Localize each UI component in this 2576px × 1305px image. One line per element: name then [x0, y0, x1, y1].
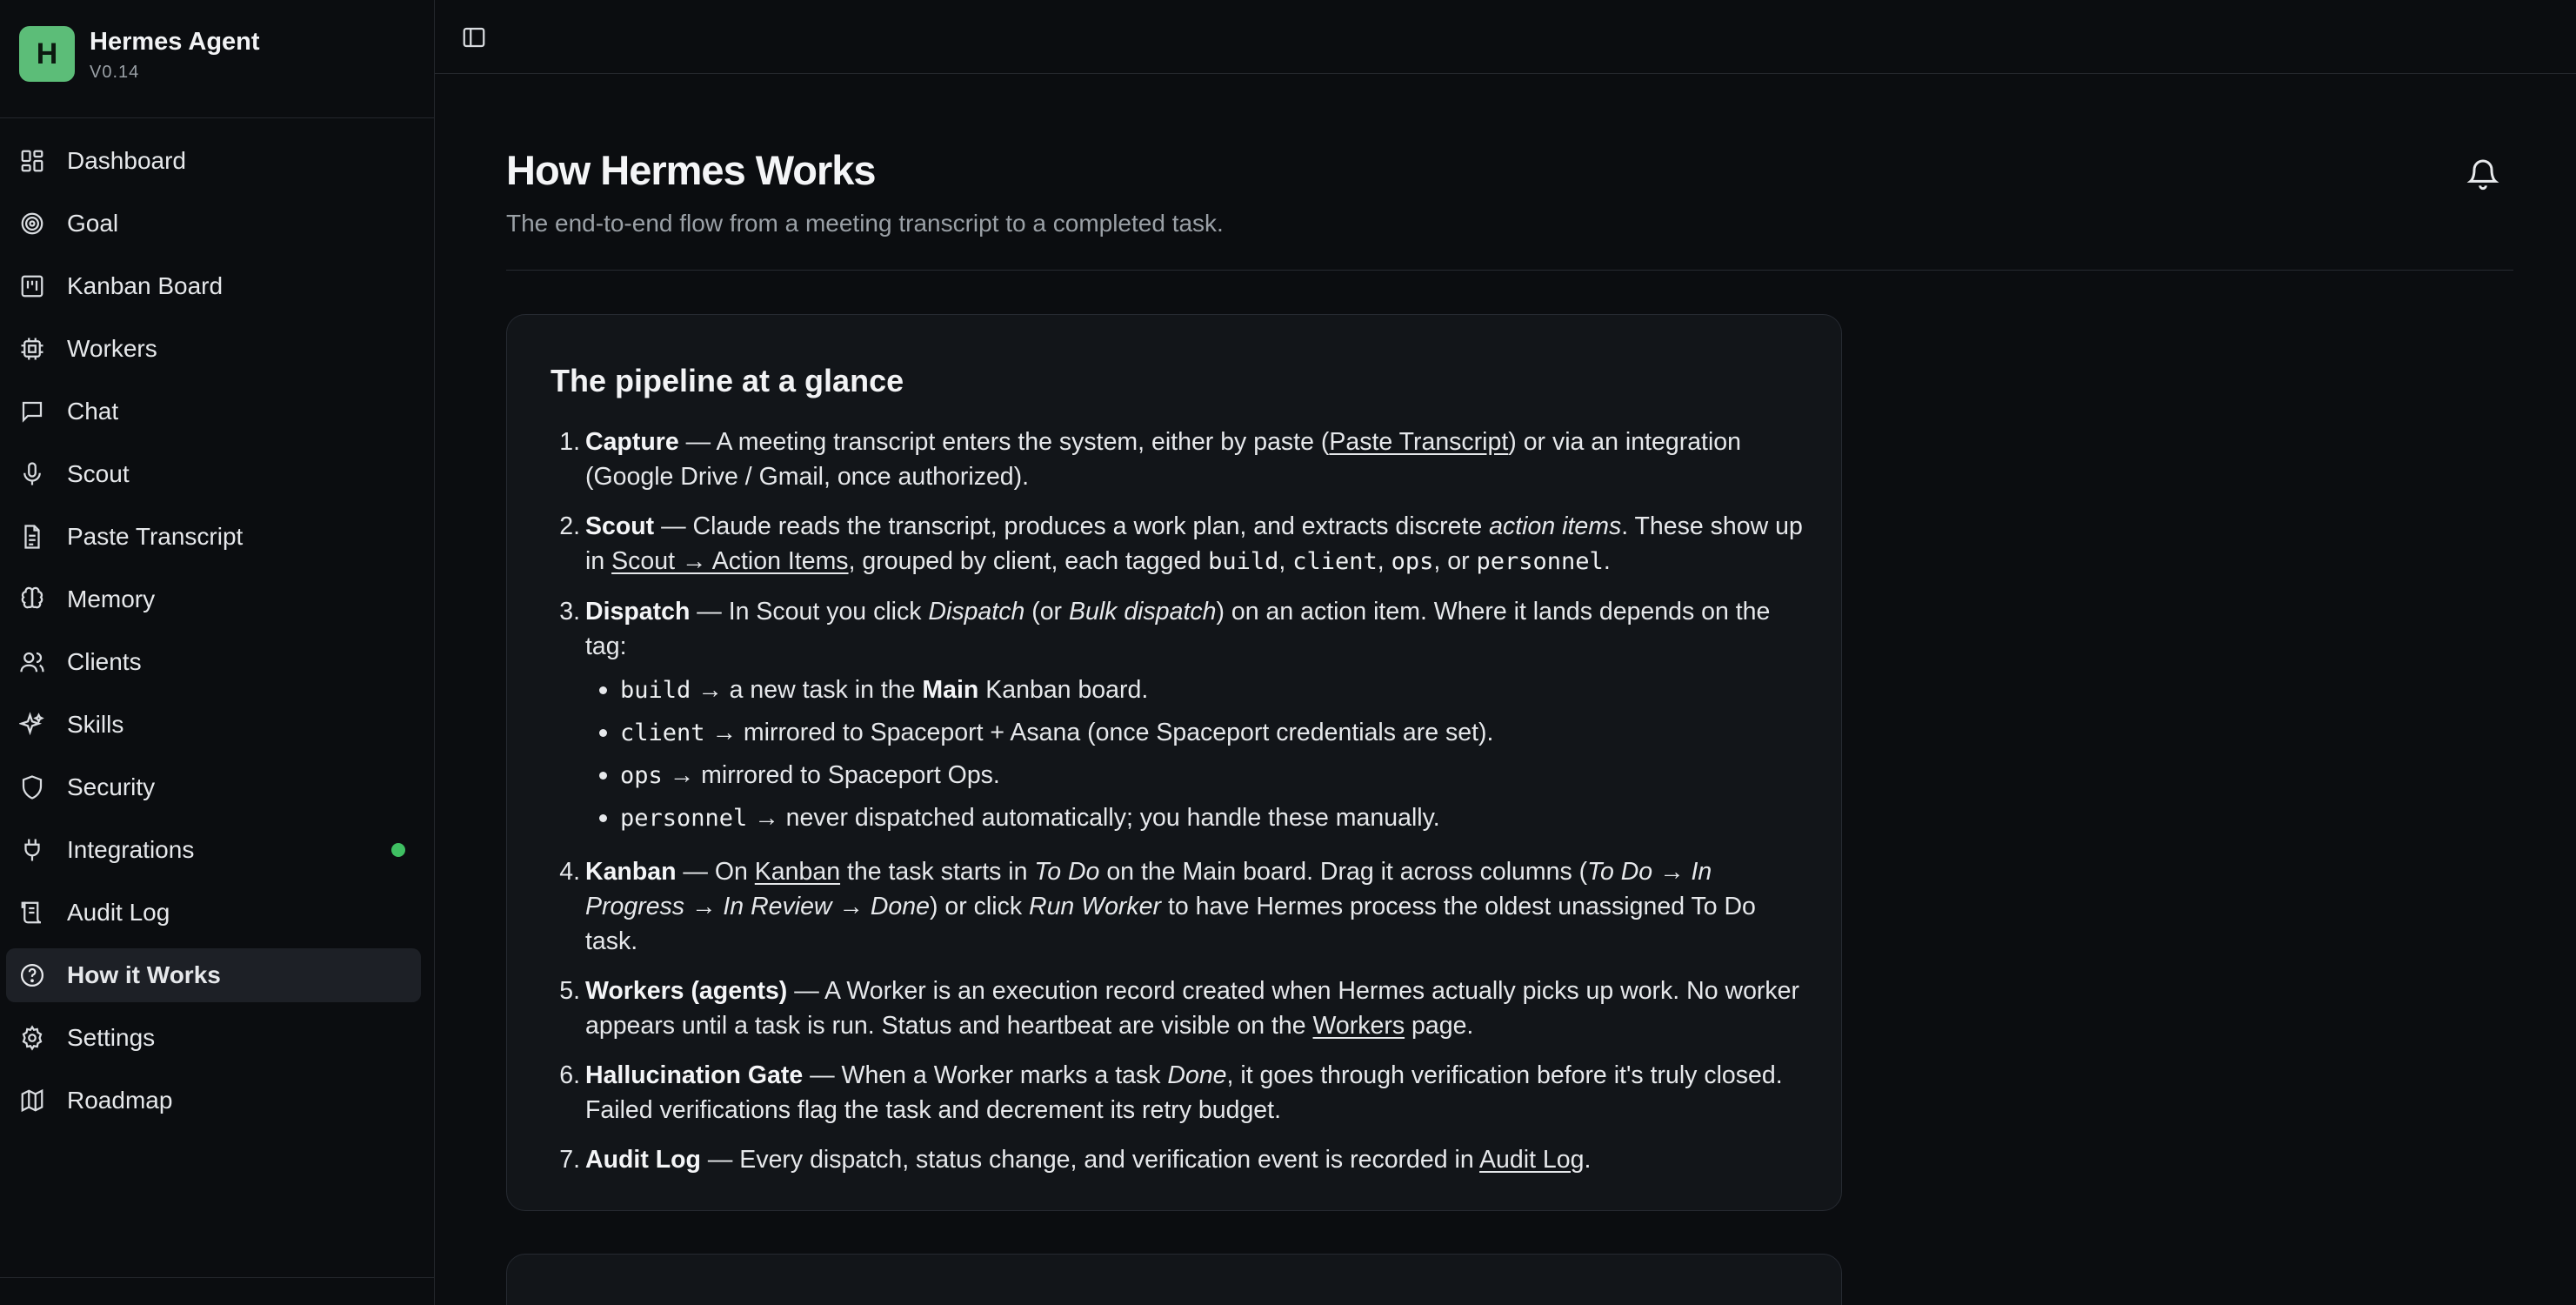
paste-transcript-link[interactable]: Paste Transcript [1329, 428, 1509, 456]
step-text: → mirrored to Spaceport + Asana (once Spaceport credentials are set). [704, 719, 1494, 746]
step-text: ) or via an integration (Google Drive / Gmail, once authorized). [585, 428, 1742, 491]
tag-code: personnel [620, 805, 748, 832]
step-text: ) on an action item. Where it lands depends on the tag: [585, 598, 1771, 660]
sidebar-item-chat[interactable] [6, 385, 421, 438]
step-number: 5. [559, 977, 580, 1005]
step-audit-log [551, 1142, 1812, 1177]
sidebar-item-label: Roadmap [67, 1087, 173, 1114]
gear-icon [19, 1025, 45, 1051]
brand-header [0, 0, 434, 118]
step-text: — Every dispatch, status change, and verification event is recorded in [700, 1146, 1480, 1174]
sidebar-item-workers[interactable] [6, 322, 421, 376]
step-strong: Main [922, 676, 979, 704]
step-emphasis: To Do → In Progress → In Review → Done [585, 858, 1712, 920]
sidebar-item-label: Settings [67, 1024, 156, 1051]
shield-icon [19, 774, 45, 800]
sidebar-item-roadmap[interactable] [6, 1074, 421, 1128]
step-text: — In Scout you click [690, 598, 929, 626]
sidebar-item-integrations[interactable] [6, 823, 421, 877]
step-emphasis: Run Worker [1028, 893, 1162, 920]
sidebar-item-label: Audit Log [67, 899, 170, 926]
sidebar [0, 0, 435, 1305]
step-kanban [551, 854, 1812, 959]
step-text: — A meeting transcript enters the system, either by paste ( [678, 428, 1330, 456]
microphone-icon [19, 461, 45, 487]
sidebar-item-settings[interactable] [6, 1011, 421, 1065]
step-emphasis: Dispatch [928, 598, 1025, 626]
brand-logo[interactable]: H [19, 26, 75, 82]
step-text: ) or click [929, 893, 1029, 920]
step-name: Hallucination Gate [585, 1061, 804, 1089]
step-dispatch [551, 594, 1812, 840]
dispatch-rules-list [585, 669, 1812, 840]
step-text: . [1603, 547, 1611, 575]
step-text: , [1377, 547, 1391, 575]
app-version: V0.14 [90, 63, 140, 82]
kanban-icon [19, 273, 45, 299]
kanban-link[interactable]: Kanban [754, 858, 841, 886]
sidebar-item-label: Integrations [67, 836, 195, 863]
workers-link[interactable]: Workers [1312, 1012, 1405, 1040]
sidebar-item-scout[interactable] [6, 447, 421, 501]
page-subtitle: The end-to-end flow from a meeting transcript to a completed task. [506, 210, 1224, 237]
sidebar-item-label: Chat [67, 398, 119, 425]
step-text: — On [676, 858, 755, 886]
scroll-icon [19, 900, 45, 926]
sidebar-toggle-icon [461, 24, 487, 50]
step-number: 6. [559, 1061, 580, 1089]
pipeline-card [506, 314, 1842, 1211]
tag-code: personnel [1476, 548, 1604, 575]
notifications-button[interactable] [2463, 154, 2503, 194]
document-icon [19, 524, 45, 550]
step-workers [551, 974, 1812, 1043]
sidebar-item-kanban-board[interactable] [6, 259, 421, 313]
step-name: Dispatch [585, 598, 691, 626]
tag-code: build [620, 677, 691, 704]
list-item [585, 669, 1812, 712]
step-text: , grouped by client, each tagged [848, 547, 1209, 575]
list-item [585, 797, 1812, 840]
step-capture [551, 425, 1812, 494]
step-text: (or [1024, 598, 1069, 626]
tag-code: ops [1391, 548, 1434, 575]
sidebar-item-label: Security [67, 773, 156, 800]
sidebar-item-label: Memory [67, 586, 156, 612]
step-number: 4. [559, 858, 580, 886]
brain-icon [19, 586, 45, 612]
step-text: — Claude reads the transcript, produces a work plan, and extracts discrete [654, 512, 1490, 540]
sidebar-item-label: How it Works [67, 961, 221, 988]
step-number: 1. [559, 428, 580, 456]
step-text: to have Hermes process the oldest unassigned To Do task. [585, 893, 1756, 955]
sparkles-icon [19, 712, 45, 738]
sidebar-item-label: Skills [67, 711, 124, 738]
sidebar-item-label: Clients [67, 648, 142, 675]
top-bar [435, 0, 2576, 74]
step-number: 2. [559, 512, 580, 540]
header-divider [506, 270, 2513, 271]
step-name: Audit Log [585, 1146, 701, 1174]
next-card [506, 1254, 1842, 1305]
card-title: The pipeline at a glance [551, 363, 904, 398]
sidebar-item-goal[interactable] [6, 197, 421, 251]
sidebar-item-label: Goal [67, 210, 119, 237]
integration-status-dot [391, 843, 405, 857]
sidebar-nav [6, 134, 421, 1136]
pipeline-steps [551, 425, 1812, 1192]
step-emphasis: Done [1167, 1061, 1227, 1089]
step-text: — A Worker is an execution record created when Hermes actually picks up work. No worker appears until a task is run. Status and heartbeat are visible on the [585, 977, 1799, 1040]
sidebar-item-label: Scout [67, 460, 130, 487]
step-text: , or [1433, 547, 1477, 575]
sidebar-item-label: Workers [67, 335, 157, 362]
tag-code: build [1208, 548, 1279, 575]
sidebar-item-audit-log[interactable] [6, 886, 421, 940]
audit-log-link[interactable]: Audit Log [1479, 1146, 1585, 1174]
sidebar-item-skills[interactable] [6, 698, 421, 752]
step-emphasis: To Do [1034, 858, 1100, 886]
step-text: the task starts in [840, 858, 1035, 886]
sidebar-item-label: Kanban Board [67, 272, 224, 299]
step-text: → mirrored to Spaceport Ops. [662, 761, 1000, 789]
sidebar-item-security[interactable] [6, 760, 421, 814]
dashboard-icon [19, 148, 45, 174]
step-text: , it goes through verification before it's truly closed. Failed verifications flag the task and decrement its retry budget. [585, 1061, 1783, 1124]
step-name: Scout [585, 512, 655, 540]
step-text: → a new task in the [691, 676, 923, 704]
step-emphasis: Bulk dispatch [1068, 598, 1217, 626]
bell-icon [2466, 157, 2500, 191]
sidebar-item-memory[interactable] [6, 572, 421, 626]
step-text: → never dispatched automatically; you handle these manually. [747, 804, 1440, 832]
app-name: Hermes Agent [90, 28, 260, 56]
sidebar-toggle-button[interactable] [454, 17, 494, 57]
list-item [585, 754, 1812, 797]
sidebar-footer-divider [0, 1277, 434, 1278]
tag-code: client [620, 719, 705, 746]
plug-icon [19, 837, 45, 863]
step-text: , [1278, 547, 1293, 575]
step-hallucination-gate [551, 1058, 1812, 1128]
sidebar-item-dashboard[interactable] [6, 134, 421, 188]
step-text: page. [1405, 1012, 1474, 1040]
cpu-icon [19, 336, 45, 362]
chat-icon [19, 398, 45, 425]
step-scout [551, 509, 1812, 579]
step-number: 3. [559, 598, 580, 626]
step-name: Capture [585, 428, 679, 456]
step-emphasis: action items [1489, 512, 1622, 540]
sidebar-item-paste-transcript[interactable] [6, 510, 421, 564]
sidebar-item-clients[interactable] [6, 635, 421, 689]
help-circle-icon [19, 962, 45, 988]
page-title: How Hermes Works [506, 147, 876, 193]
sidebar-item-label: Paste Transcript [67, 523, 244, 550]
step-text: . These show up in [585, 512, 1803, 575]
step-text: — When a Worker marks a task [803, 1061, 1168, 1089]
step-text: Kanban board. [978, 676, 1149, 704]
step-number: 7. [559, 1146, 580, 1174]
tag-code: client [1292, 548, 1378, 575]
target-icon [19, 211, 45, 237]
step-name: Kanban [585, 858, 677, 886]
scout-action-items-link[interactable]: Scout → Action Items [611, 547, 849, 575]
step-name: Workers (agents) [585, 977, 788, 1005]
map-icon [19, 1088, 45, 1114]
sidebar-item-label: Dashboard [67, 147, 186, 174]
list-item [585, 712, 1812, 754]
sidebar-item-how-it-works[interactable] [6, 948, 421, 1002]
users-icon [19, 649, 45, 675]
step-text: . [1584, 1146, 1592, 1174]
step-text: on the Main board. Drag it across columns ( [1099, 858, 1588, 886]
tag-code: ops [620, 762, 663, 789]
